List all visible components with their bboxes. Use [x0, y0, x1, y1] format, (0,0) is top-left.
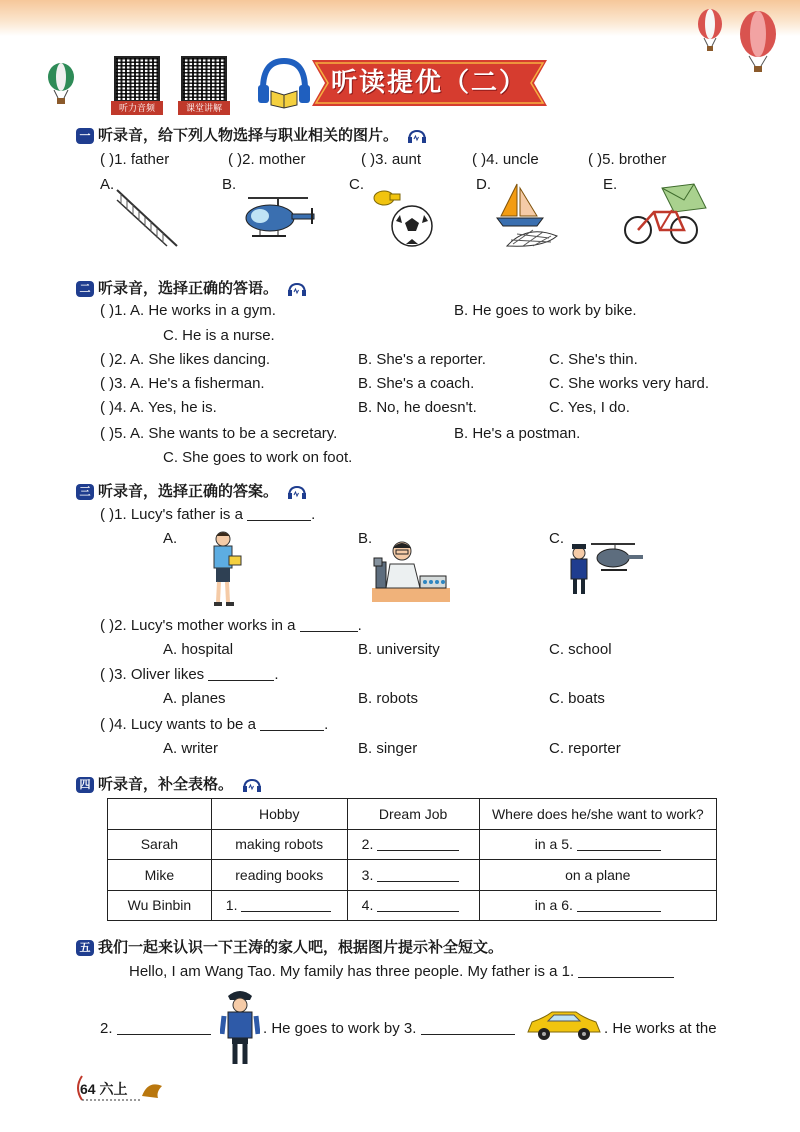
section5-badge: 五	[76, 940, 94, 956]
s3-q4: ( )4. Lucy wants to be a .	[100, 716, 329, 733]
page-number-grade	[80, 1079, 127, 1099]
table-cell	[347, 890, 479, 921]
s1-item-mother: ( )2. mother	[228, 151, 306, 168]
s3-q3-blank[interactable]	[208, 667, 274, 681]
s3-q3: ( )3. Oliver likes .	[100, 666, 279, 683]
section1-badge: 一	[76, 128, 94, 144]
section4-badge: 四	[76, 777, 94, 793]
s3-q1-c: C.	[549, 530, 564, 547]
policeman-picture-icon	[220, 986, 260, 1066]
s2-q3-c: C. She works very hard.	[549, 375, 710, 392]
s2-q4-c: C. Yes, I do.	[549, 399, 630, 416]
s3-q2-c: C. school	[549, 641, 612, 658]
qr-code-audio[interactable]	[114, 56, 160, 102]
listen-icon	[242, 778, 262, 792]
table-blank[interactable]	[377, 898, 459, 912]
stairs-picture-icon	[115, 188, 180, 248]
pilot-helicopter-picture-icon	[565, 538, 645, 596]
section1-instruction: 听录音，给下列人物选择与职业相关的图片。	[98, 126, 399, 144]
student-picture-icon	[205, 530, 245, 608]
section3-badge: 三	[76, 484, 94, 500]
s2-q5-a: ( )5. A. She wants to be a secretary.	[100, 425, 338, 442]
section4-instruction: 听录音，补全表格。	[98, 775, 234, 793]
qr-code-lecture[interactable]	[181, 56, 227, 102]
table-blank[interactable]	[377, 837, 459, 851]
s1-option-d: D.	[476, 176, 491, 193]
s3-q4-blank[interactable]	[260, 717, 324, 731]
table-cell: reading books	[211, 860, 347, 891]
s3-q3-c: C. boats	[549, 690, 605, 707]
s2-q5-c: C. She goes to work on foot.	[163, 449, 353, 466]
table-cell-text: in a 6.	[534, 897, 573, 914]
table-row	[108, 829, 717, 860]
table-cell	[211, 890, 347, 921]
s3-q2-a: A. hospital	[163, 641, 234, 658]
s2-q1-a: ( )1. A. He works in a gym.	[100, 302, 276, 319]
s5-blank-3[interactable]	[421, 1021, 515, 1035]
section3-instruction: 听录音，选择正确的答案。	[98, 482, 279, 500]
table-cell	[479, 890, 716, 921]
s2-q2-b: B. She's a reporter.	[358, 351, 486, 368]
table-cell-number: 2.	[361, 836, 374, 853]
listen-icon	[287, 282, 307, 296]
s3-q3-text: ( )3. Oliver likes	[100, 666, 205, 683]
s1-option-c: C.	[349, 176, 364, 193]
section5-instruction: 我们一起来认识一下王涛的家人吧，根据图片提示补全短文。	[98, 938, 504, 956]
s5-line2-number: 2.	[100, 1020, 113, 1037]
s2-q2-a: ( )2. A. She likes dancing.	[100, 351, 271, 368]
car-picture-icon	[524, 1006, 602, 1042]
helicopter-picture-icon	[238, 190, 318, 242]
table-cell: Wu Binbin	[108, 890, 212, 921]
table-cell-number: 3.	[361, 866, 374, 883]
s3-q4-a: A. writer	[163, 740, 219, 757]
s1-option-b: B.	[222, 176, 237, 193]
s3-q4-text: ( )4. Lucy wants to be a	[100, 716, 256, 733]
scientist-picture-icon	[372, 538, 450, 602]
table-cell-number: 4.	[361, 897, 374, 914]
s5-blank-1[interactable]	[578, 964, 674, 978]
s5-line1	[129, 963, 674, 980]
s1-item-father: ( )1. father	[100, 151, 170, 168]
table-blank[interactable]	[377, 868, 459, 882]
listen-icon	[287, 485, 307, 499]
table-header-cell: Where does he/she want to work?	[479, 799, 716, 830]
page-number: 64	[80, 1081, 96, 1097]
s3-q2-b: B. university	[358, 641, 440, 658]
section2-instruction: 听录音，选择正确的答语。	[98, 279, 279, 297]
s3-q3-a: A. planes	[163, 690, 226, 707]
hot-air-balloons-icon	[690, 4, 790, 74]
s1-item-brother: ( )5. brother	[588, 151, 667, 168]
table-blank[interactable]	[577, 898, 661, 912]
page-title: 听读提优（二）	[330, 68, 527, 98]
s3-q1: ( )1. Lucy's father is a .	[100, 506, 316, 523]
table-cell	[347, 829, 479, 860]
table-cell-text: in a 5.	[534, 836, 573, 853]
s3-q2-text: ( )2. Lucy's mother works in a	[100, 617, 296, 634]
s2-q3-b: B. She's a coach.	[358, 375, 475, 392]
s3-q4-b: B. singer	[358, 740, 418, 757]
s3-q1-a: A.	[163, 530, 178, 547]
s1-item-aunt: ( )3. aunt	[361, 151, 422, 168]
s3-q2: ( )2. Lucy's mother works in a .	[100, 617, 362, 634]
s3-q1-b: B.	[358, 530, 373, 547]
table-cell: Mike	[108, 860, 212, 891]
s5-blank-2[interactable]	[117, 1021, 211, 1035]
s3-q4-c: C. reporter	[549, 740, 621, 757]
hobby-job-table	[107, 798, 717, 921]
section5-title	[76, 936, 503, 957]
listen-icon	[407, 129, 427, 143]
s5-line2-mid-text: . He goes to work by 3.	[263, 1020, 417, 1037]
table-cell-number: 1.	[225, 897, 238, 914]
s1-item-uncle: ( )4. uncle	[472, 151, 539, 168]
table-row	[108, 860, 717, 891]
section2-badge: 二	[76, 281, 94, 297]
s2-q1-c: C. He is a nurse.	[163, 327, 275, 344]
s3-q1-text: ( )1. Lucy's father is a	[100, 506, 243, 523]
s2-q3-a: ( )3. A. He's a fisherman.	[100, 375, 265, 392]
table-cell	[479, 829, 716, 860]
s2-q5-b: B. He's a postman.	[454, 425, 581, 442]
s2-q4-b: B. No, he doesn't.	[358, 399, 477, 416]
table-header-row	[108, 799, 717, 830]
small-balloon-icon	[44, 62, 78, 108]
table-blank[interactable]	[241, 898, 331, 912]
section3-title	[76, 480, 307, 501]
s1-option-a: A.	[100, 176, 115, 193]
table-cell: making robots	[211, 829, 347, 860]
s3-q3-b: B. robots	[358, 690, 419, 707]
qr-label-lecture: 课堂讲解	[178, 101, 230, 115]
table-blank[interactable]	[577, 837, 661, 851]
table-header-cell	[108, 799, 212, 830]
s5-line2-middle	[263, 1020, 515, 1037]
s1-option-e: E.	[603, 176, 618, 193]
section1-title	[76, 124, 427, 145]
s3-q2-blank[interactable]	[300, 618, 358, 632]
qr-label-audio: 听力音频	[111, 101, 163, 115]
table-cell	[347, 860, 479, 891]
s2-q1-b: B. He goes to work by bike.	[454, 302, 637, 319]
whistle-football-picture-icon	[366, 185, 436, 247]
top-decoration-band	[0, 0, 800, 36]
table-header-cell: Dream Job	[347, 799, 479, 830]
table-header-cell: Hobby	[211, 799, 347, 830]
grade-label: 六上	[99, 1081, 128, 1097]
headphones-book-icon	[255, 55, 313, 110]
s5-line1-text: Hello, I am Wang Tao. My family has three people. My father is a 1.	[129, 963, 575, 980]
s2-q2-c: C. She's thin.	[549, 351, 638, 368]
table-cell: Sarah	[108, 829, 212, 860]
table-row	[108, 890, 717, 921]
s5-line2-start	[100, 1020, 211, 1037]
s3-q1-blank[interactable]	[247, 507, 311, 521]
s2-q4-a: ( )4. A. Yes, he is.	[100, 399, 217, 416]
section2-title	[76, 277, 307, 298]
boat-net-picture-icon	[493, 180, 561, 250]
s5-line2-end: . He works at the	[604, 1020, 717, 1037]
section4-title	[76, 773, 262, 794]
bike-envelope-picture-icon	[620, 182, 710, 246]
table-cell: on a plane	[479, 860, 716, 891]
